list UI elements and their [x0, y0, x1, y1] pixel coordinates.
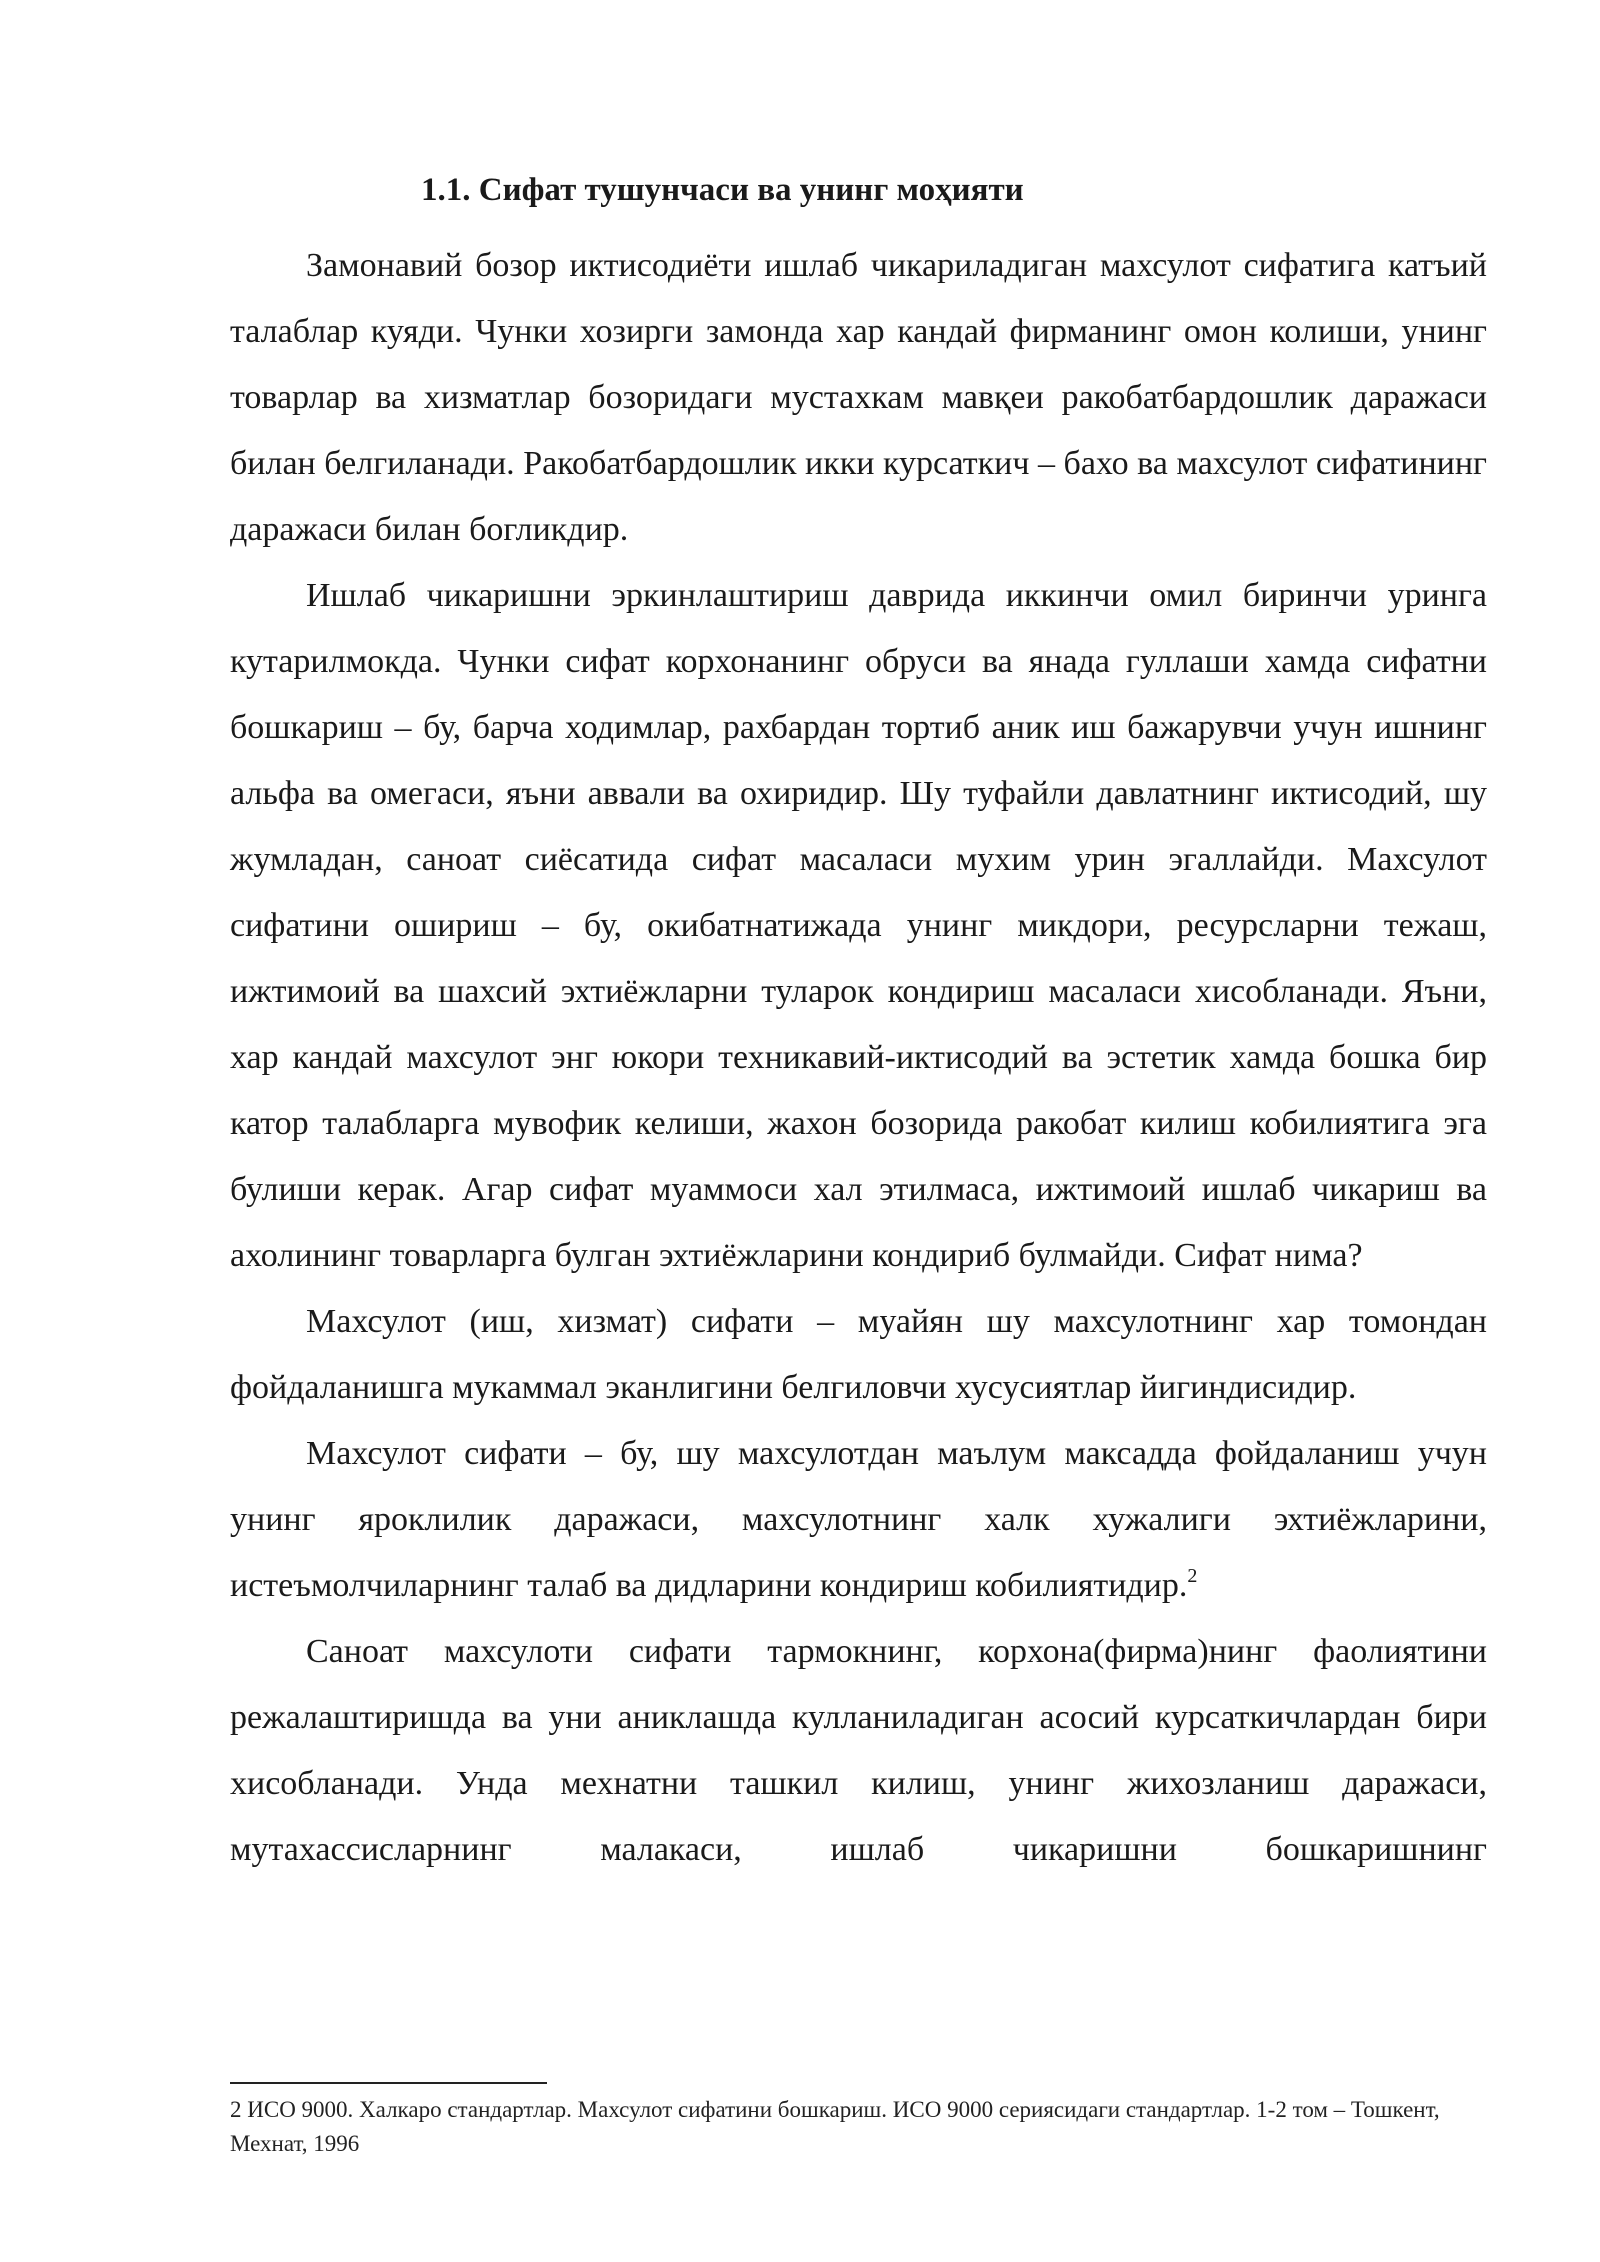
paragraph-2: Ишлаб чикаришни эркинлаштириш даврида иккинчи омил биринчи уринга кутарилмокда. Чунки сифат корхонанинг обруси ва янада гуллаши хамда сифатни бошкариш – бу, барча ходимлар, рахбардан тортиб аник иш бажарувчи учун ишнинг альфа ва омегаси, яъни аввали ва охиридир. Шу туфайли давлатнинг иктисодий, шу жумладан, саноат сиёсатида сифат масаласи мухим урин эгаллайди. Махсулот сифатини ошириш – бу, окибатнатижада унинг микдори, ресурсларни тежаш, ижтимоий ва шахсий эхтиёжларни туларок кондириш масаласи хисобланади. Яъни, хар кандай махсулот энг юкори техникавий-иктисодий ва эстетик хамда бошка бир катор талабларга мувофик келиши, жахон бозорида ракобат килиш кобилиятига эга булиши керак. Агар сифат муаммоси хал этилмаса, ижтимоий ишлаб чикариш ва ахолининг товарларга булган эхтиёжларини кондириб булмайди. Сифат нима?: [230, 577, 1487, 1274]
paragraph-4: [230, 1421, 1487, 1619]
paragraph-1: Замонавий бозор иктисодиёти ишлаб чикариладиган махсулот сифатига катъий талаблар куяди. Чунки хозирги замонда хар кандай фирманинг омон колиши, унинг товарлар ва хизматлар бозоридаги мустахкам мавқеи ракобатбардошлик даражаси билан белгиланади. Ракобатбардошлик икки курсаткич – бахо ва махсулот сифатининг даражаси билан богликдир.: [230, 247, 1487, 548]
paragraph-3: Махсулот (иш, хизмат) сифати – муайян шу махсулотнинг хар томондан фойдаланишга мукаммал эканлигини белгиловчи хусусиятлар йигиндисидир.: [230, 1303, 1487, 1406]
footnote-separator: [230, 2082, 547, 2084]
paragraph-4-text: Махсулот сифати – бу, шу махсулотдан маълум максадда фойдаланиш учун унинг яроклилик даражаси, махсулотнинг халк хужалиги эхтиёжларини, истеъмолчиларнинг талаб ва дидларини кондириш кобилиятидир.: [230, 1435, 1487, 1604]
body-text: [230, 233, 1487, 1883]
footnote-reference: 2: [1187, 1564, 1198, 1587]
paragraph-5: Саноат махсулоти сифати тармокнинг, корхона(фирма)нинг фаолиятини режалаштиришда ва уни аниклашда кулланиладиган асосий курсаткичлардан бири хисобланади. Унда мехнатни ташкил килиш, унинг жихозланиш даражаси, мутахассисларнинг малакаси, ишлаб чикаришни бошкаришнинг: [230, 1633, 1487, 1868]
section-heading: 1.1. Сифат тушунчаси ва унинг моҳияти: [421, 172, 1024, 208]
footnote: 2 ИСО 9000. Халкаро стандартлар. Махсулот сифатини бошкариш. ИСО 9000 сериясидаги стандартлар. 1-2 том – Тошкент, Мехнат, 1996: [230, 2097, 1440, 2156]
